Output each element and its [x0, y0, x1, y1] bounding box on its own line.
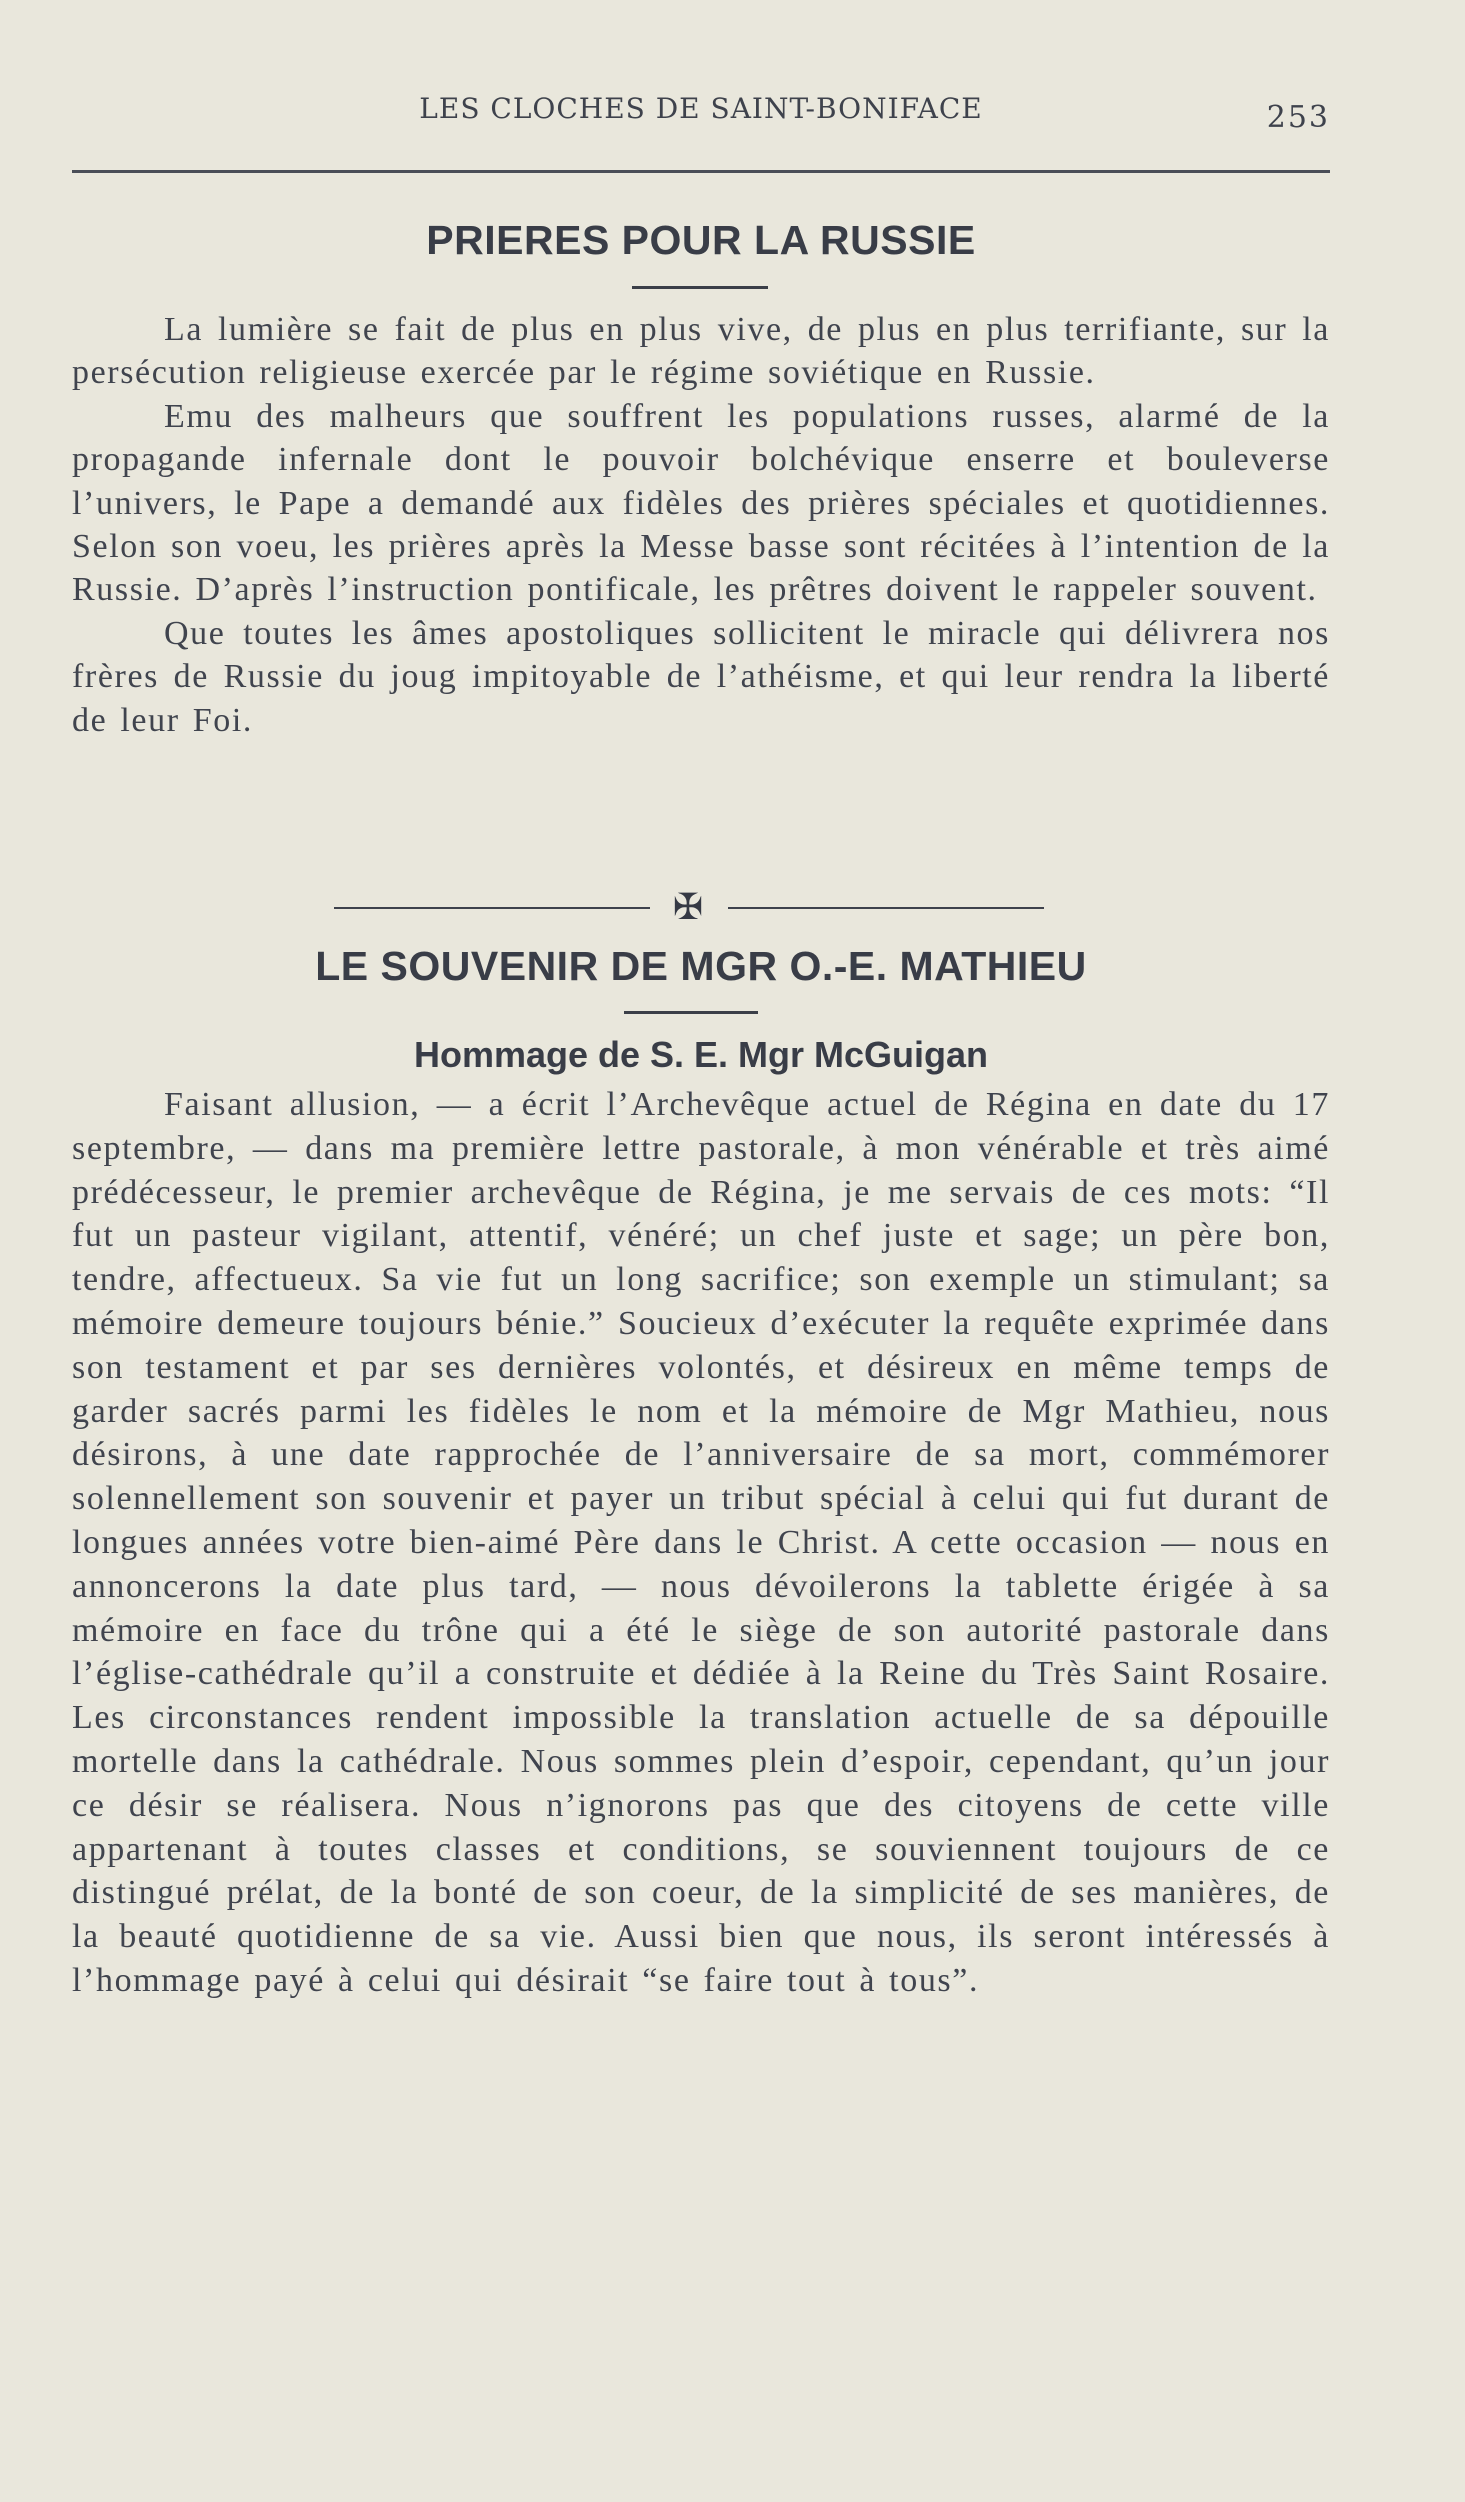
article-body-prieres [72, 308, 1330, 742]
page-number: 253 [1266, 100, 1330, 135]
article-body-souvenir [72, 1083, 1330, 2003]
cross-ornament-icon: ✠ [672, 887, 704, 928]
section-separator [72, 888, 1330, 928]
paragraph: Que toutes les âmes apostoliques sollicitent le miracle qui délivrera nos frères de Russie du joug impitoyable de l’athéisme, et qui leur rendra la liberté de leur Foi. [72, 614, 1330, 739]
separator-line-right [728, 907, 1044, 909]
book-page [72, 0, 1330, 2502]
article-subtitle: Hommage de S. E. Mgr McGuigan [413, 1034, 989, 1075]
paragraph: Faisant allusion, — a écrit l’Archevêque actuel de Régina en date du 17 septembre, — dans ma première lettre pastorale, à mon vénérable et très aimé prédécesseur, le premier archevêque de Régina, je me servais de ces mots: “Il fut un pasteur vigilant, attentif, vénéré; un chef juste et sage; un père bon, tendre, affectueux. Sa vie fut un long sacrifice; son exemple un stimulant; sa mémoire demeure toujours bénie.” Soucieux d’exécuter la requête exprimée dans son testament et par ses dernières volontés, et désireux en même temps de garder sacrés parmi les fidèles le nom et la mémoire de Mgr Mathieu, nous désirons, à une date rapprochée de l’anniversaire de sa mort, commémorer solennellement son souvenir et payer un tribut spécial à celui qui fut durant de longues années votre bien-aimé Père dans le Christ. A cette occasion — nous en annoncerons la date plus tard, — nous dévoilerons la tablette érigée à sa mémoire en face du trône qui a été le siège de son autorité pastorale dans l’église-cathédrale qu’il a construite et dédiée à la Reine du Très Saint Rosaire. Les circonstances rendent impossible la translation actuelle de sa dépouille mortelle dans la cathédrale. Nous sommes plein d’espoir, cependant, qu’un jour ce désir se réalisera. Nous n’ignorons pas que des citoyens de cette ville appartenant à toutes classes et conditions, se souviennent toujours de ce distingué prélat, de la bonté de son coeur, de la simplicité de ses manières, de la beauté quotidienne de sa vie. Aussi bien que nous, ils seront intéressés à l’hommage payé à celui qui désirait “se faire tout à tous”. [72, 1086, 1330, 1999]
title-underline-rule [624, 1011, 758, 1014]
paragraph: Emu des malheurs que souffrent les populations russes, alarmé de la propagande infernale dont le pouvoir bolchévique enserre et bouleverse l’univers, le Pape a demandé aux fidèles des prières spéciales et quotidiennes. Selon son voeu, les prières après la Messe basse sont récitées à l’intention de la Russie. D’après l’instruction pontificale, les prêtres doivent le rappeler souvent. [72, 397, 1330, 609]
header-rule [72, 170, 1330, 173]
title-underline-rule [632, 286, 768, 289]
paragraph: La lumière se fait de plus en plus vive, de plus en plus terrifiante, sur la persécution religieuse exercée par le régime soviétique en Russie. [72, 311, 1330, 392]
running-head-title: LES CLOCHES DE SAINT-BONIFACE [419, 92, 983, 125]
article-title-prieres: PRIERES POUR LA RUSSIE [426, 217, 976, 263]
separator-line-left [334, 907, 650, 909]
article-title-souvenir: LE SOUVENIR DE MGR O.-E. MATHIEU [315, 943, 1087, 989]
running-head [72, 92, 1330, 135]
